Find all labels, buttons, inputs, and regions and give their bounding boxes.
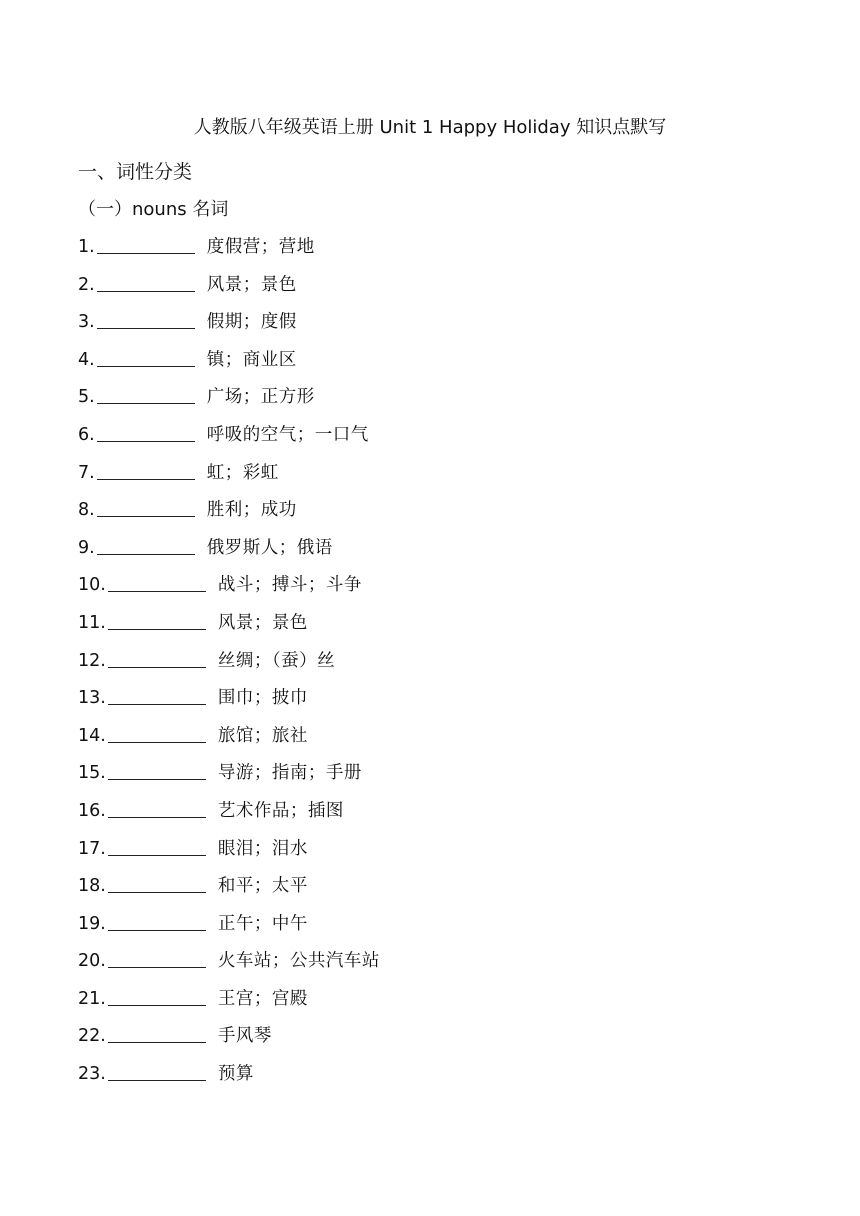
answer-blank[interactable] (97, 536, 195, 555)
list-item (78, 912, 380, 950)
answer-blank[interactable] (108, 912, 206, 931)
list-item (78, 273, 380, 311)
answer-blank[interactable] (97, 273, 195, 292)
item-meaning: 度假营；营地 (206, 237, 315, 257)
list-item (78, 987, 380, 1025)
item-meaning: 呼吸的空气；一口气 (206, 424, 369, 445)
answer-blank[interactable] (97, 461, 195, 480)
answer-blank[interactable] (97, 235, 195, 254)
answer-blank[interactable] (108, 874, 206, 893)
item-number: 11. (78, 612, 106, 633)
list-item (78, 536, 380, 574)
item-number: 18. (78, 876, 106, 897)
item-meaning: 和平；太平 (217, 876, 308, 897)
item-number: 4. (78, 349, 95, 370)
list-item (78, 235, 380, 273)
item-meaning: 镇；商业区 (206, 349, 297, 370)
list-item (78, 348, 380, 386)
item-number: 9. (78, 537, 95, 558)
item-meaning: 战斗；搏斗；斗争 (217, 575, 362, 596)
subsection-heading: （一）nouns 名词 (78, 199, 229, 220)
list-item (78, 573, 380, 611)
answer-blank[interactable] (108, 837, 206, 856)
list-item (78, 686, 380, 724)
vocabulary-list (78, 235, 380, 1100)
item-meaning: 围巾；披巾 (217, 688, 308, 709)
answer-blank[interactable] (108, 686, 206, 705)
list-item (78, 385, 380, 423)
item-number: 1. (78, 237, 95, 257)
list-item (78, 611, 380, 649)
item-meaning: 王宫；宫殿 (217, 988, 308, 1009)
list-item (78, 761, 380, 799)
item-number: 22. (78, 1026, 106, 1047)
item-meaning: 风景；景色 (206, 274, 297, 295)
answer-blank[interactable] (97, 423, 195, 442)
answer-blank[interactable] (108, 611, 206, 630)
answer-blank[interactable] (97, 310, 195, 329)
item-meaning: 风景；景色 (217, 612, 308, 633)
answer-blank[interactable] (108, 1024, 206, 1043)
list-item (78, 1024, 380, 1062)
list-item (78, 310, 380, 348)
item-number: 7. (78, 462, 95, 483)
list-item (78, 799, 380, 837)
item-number: 10. (78, 575, 106, 596)
item-meaning: 旅馆；旅社 (217, 725, 308, 746)
answer-blank[interactable] (108, 949, 206, 968)
item-number: 14. (78, 725, 106, 746)
list-item (78, 724, 380, 762)
item-number: 21. (78, 988, 106, 1009)
item-meaning: 丝绸；（蚕）丝 (217, 650, 336, 671)
item-meaning: 艺术作品；插图 (217, 800, 344, 821)
item-number: 6. (78, 424, 95, 445)
item-number: 13. (78, 688, 106, 709)
list-item (78, 423, 380, 461)
section-heading: 一、词性分类 (78, 161, 193, 183)
item-meaning: 胜利；成功 (206, 500, 297, 521)
answer-blank[interactable] (108, 1062, 206, 1081)
item-meaning: 预算 (217, 1064, 254, 1085)
item-number: 2. (78, 274, 95, 295)
item-number: 20. (78, 951, 106, 972)
answer-blank[interactable] (108, 573, 206, 592)
item-number: 17. (78, 838, 106, 859)
answer-blank[interactable] (97, 498, 195, 517)
answer-blank[interactable] (108, 724, 206, 743)
answer-blank[interactable] (97, 385, 195, 404)
document-title: 人教版八年级英语上册 Unit 1 Happy Holiday 知识点默写 (193, 117, 667, 138)
item-meaning: 正午；中午 (217, 913, 308, 934)
answer-blank[interactable] (108, 799, 206, 818)
list-item (78, 837, 380, 875)
item-number: 3. (78, 312, 95, 333)
item-number: 19. (78, 913, 106, 934)
item-meaning: 假期；度假 (206, 312, 297, 333)
list-item (78, 498, 380, 536)
item-number: 23. (78, 1064, 106, 1085)
list-item (78, 1062, 380, 1100)
item-meaning: 导游；指南；手册 (217, 763, 362, 784)
item-meaning: 火车站；公共汽车站 (217, 951, 380, 972)
list-item (78, 874, 380, 912)
answer-blank[interactable] (108, 761, 206, 780)
answer-blank[interactable] (108, 987, 206, 1006)
item-meaning: 眼泪；泪水 (217, 838, 308, 859)
item-number: 5. (78, 387, 95, 408)
list-item (78, 461, 380, 499)
item-number: 15. (78, 763, 106, 784)
list-item (78, 949, 380, 987)
item-number: 12. (78, 650, 106, 671)
answer-blank[interactable] (108, 649, 206, 668)
answer-blank[interactable] (97, 348, 195, 367)
item-number: 8. (78, 500, 95, 521)
item-meaning: 手风琴 (217, 1026, 272, 1047)
item-meaning: 俄罗斯人；俄语 (206, 537, 333, 558)
list-item (78, 649, 380, 687)
item-number: 16. (78, 800, 106, 821)
item-meaning: 虹；彩虹 (206, 462, 279, 483)
item-meaning: 广场；正方形 (206, 387, 315, 408)
